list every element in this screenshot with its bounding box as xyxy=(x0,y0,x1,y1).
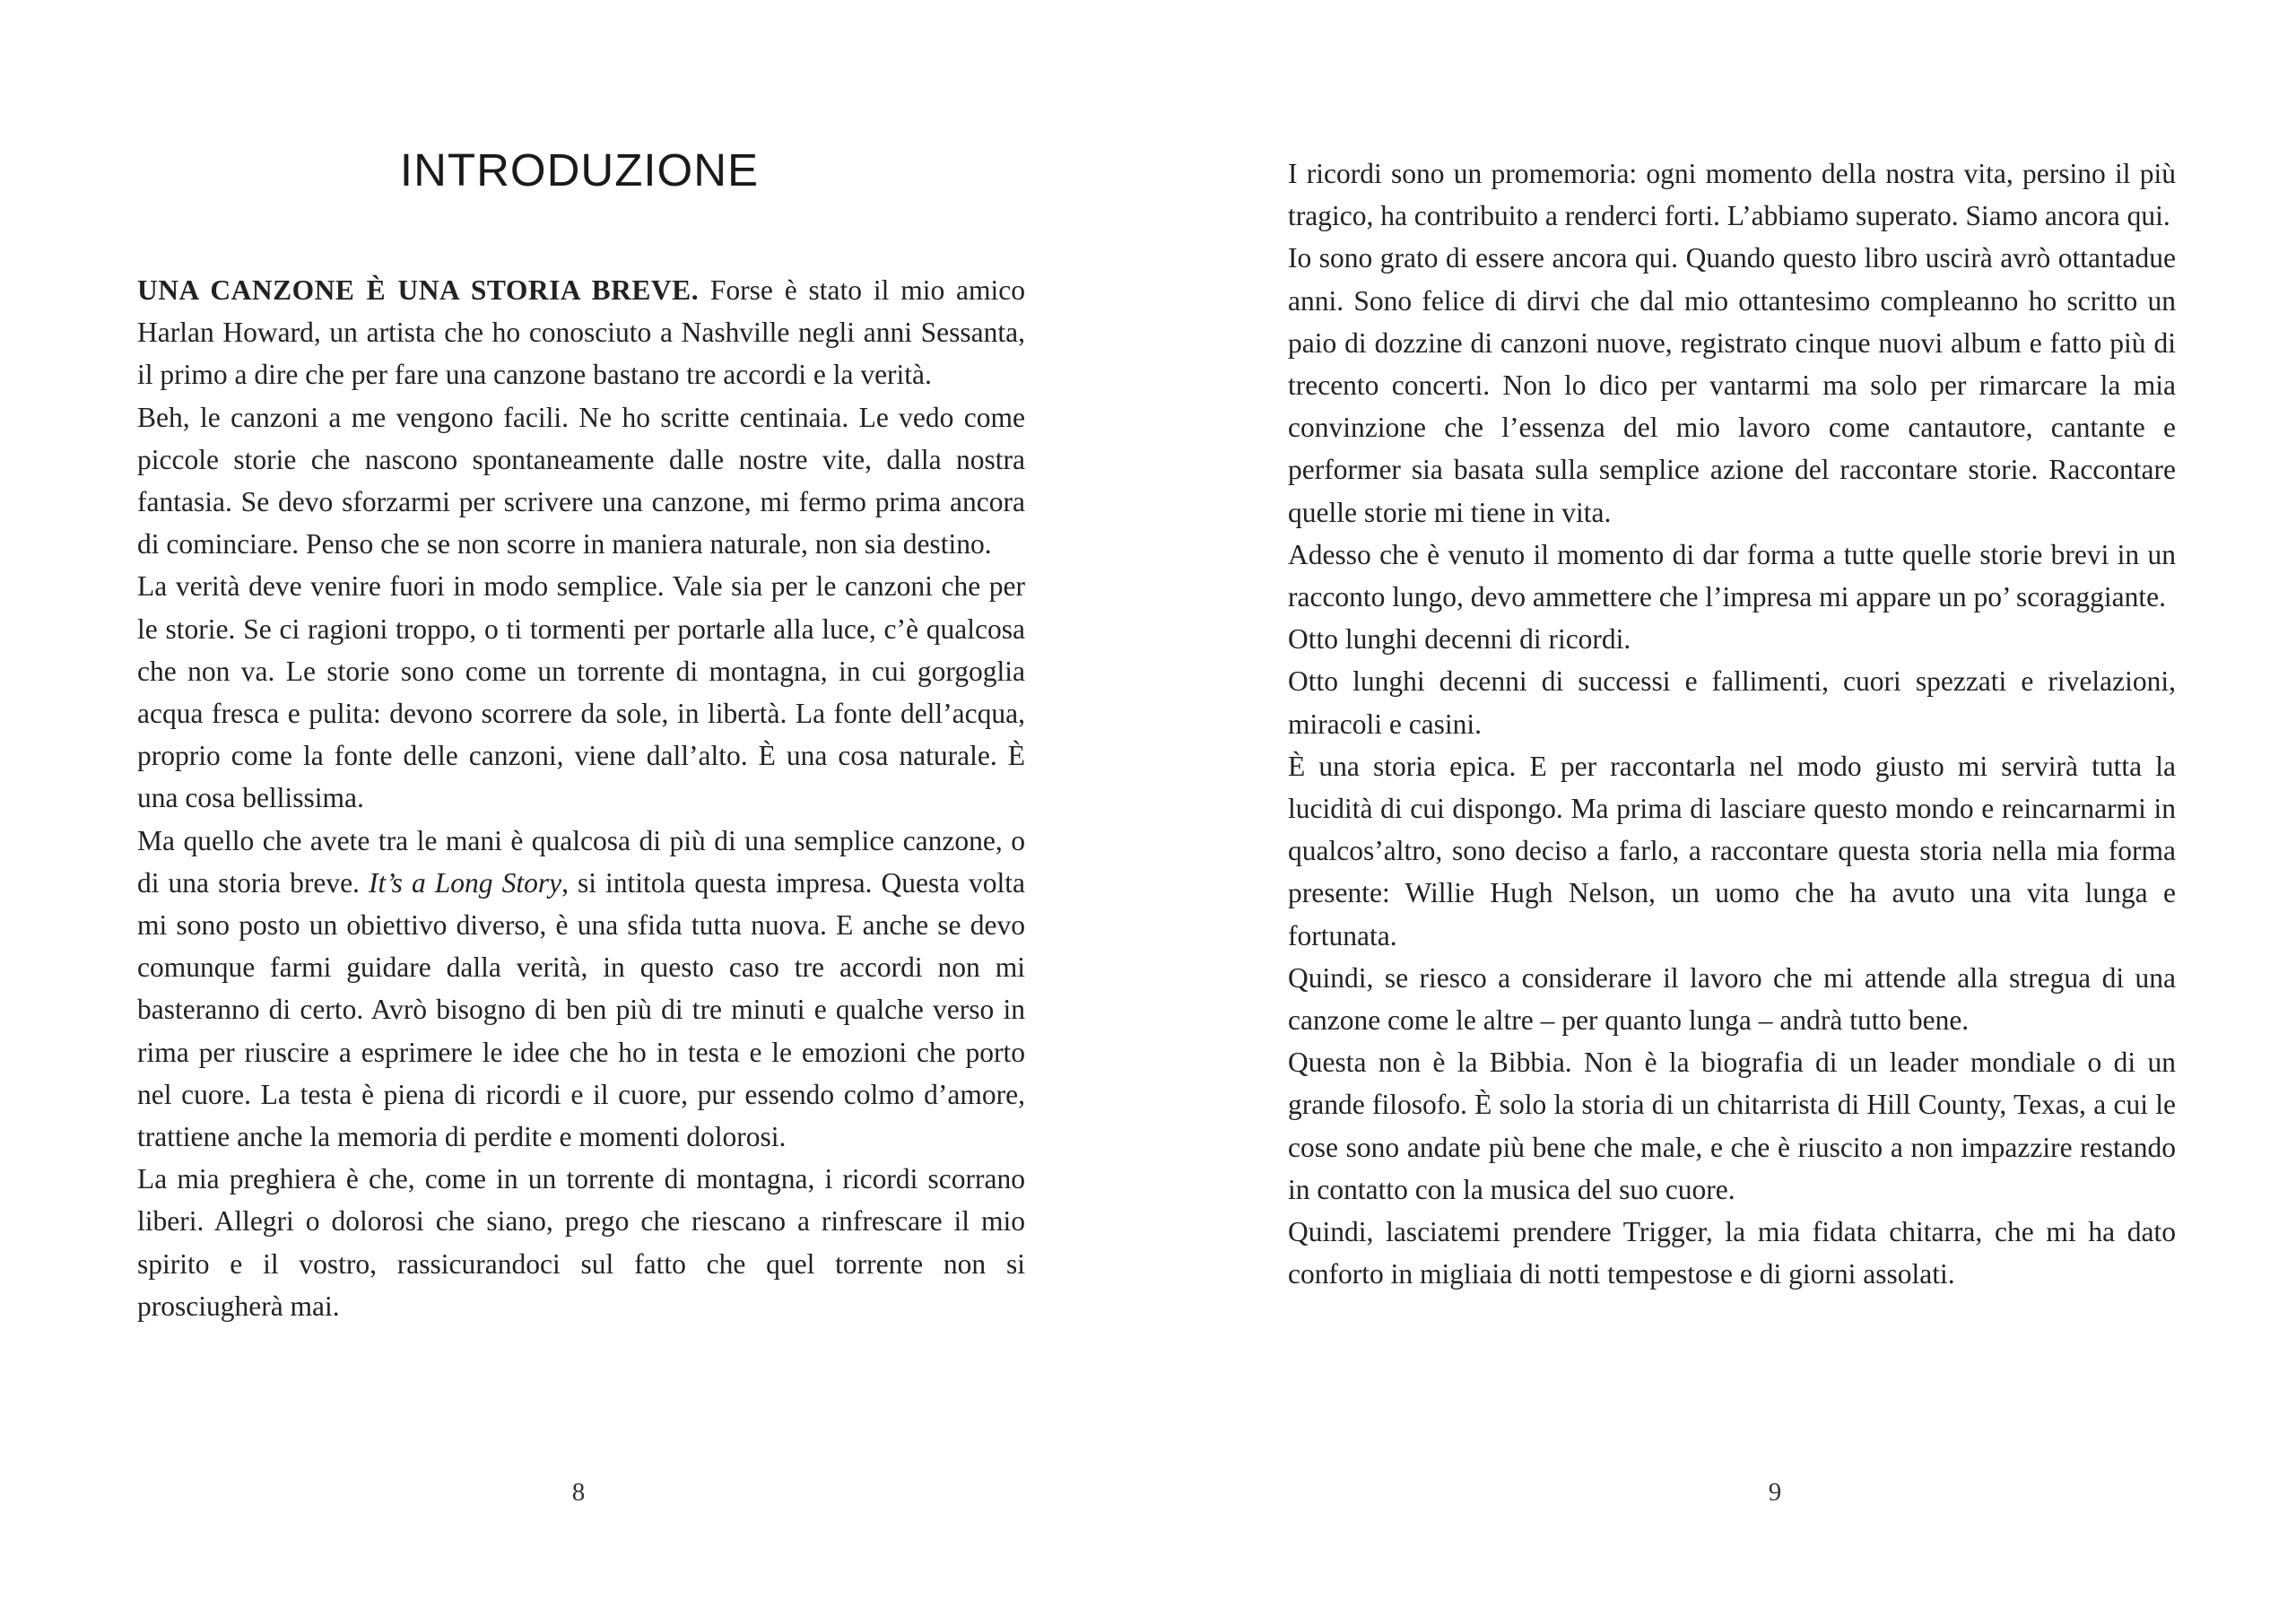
chapter-heading: INTRODUZIONE xyxy=(399,144,760,195)
paragraph: Io sono grato di essere ancora qui. Quando questo libro uscirà avrò ottantadue anni. Sono felice di dirvi che dal mio ottantesimo compleanno ho scritto un paio di dozzine di canzoni nuove, registrato cinque nuovi album e fatto più di trecento concerti. Non lo dico per vantarmi ma solo per rimarcare la mia convinzione che l’essenza del mio lavoro come cantautore, cantante e performer sia basata sulla semplice azione del raccontare storie. Raccontare quelle storie mi tiene in vita. xyxy=(1288,242,2176,528)
right-page xyxy=(1148,0,2296,1607)
paragraph: La verità deve venire fuori in modo semplice. Vale sia per le canzoni che per le storie. Se ci ragioni troppo, o ti tormenti per portarle alla luce, c’è qualcosa che non va. Le storie sono come un torrente di montagna, in cui gorgoglia acqua fresca e pulita: devono scorrere da sole, in libertà. La fonte dell’acqua, proprio come la fonte delle canzoni, viene dall’alto. È una cosa naturale. È una cosa bellissima. xyxy=(137,570,1025,814)
paragraph-text: , si intitola questa impresa. Questa volta mi sono posto un obiettivo diverso, è una sfida tutta nuova. E anche se devo comunque farmi guidare dalla verità, in questo caso tre accordi non mi basteranno di certo. Avrò bisogno di ben più di tre minuti e qualche verso in rima per riuscire a esprimere le idee che ho in testa e le emozioni che porto nel cuore. La testa è piena di ricordi e il cuore, pur essendo colmo d’amore, trattiene anche la memoria di perdite e momenti dolorosi. xyxy=(137,866,1025,1153)
page-number: 9 xyxy=(1768,1478,1782,1507)
paragraph: Beh, le canzoni a me vengono facili. Ne ho scritte centinaia. Le vedo come piccole storie che nascono spontaneamente dalle nostre vite, dalla nostra fantasia. Se devo sforzarmi per scrivere una canzone, mi fermo prima ancora di cominciare. Penso che se non scorre in maniera naturale, non sia destino. xyxy=(137,401,1025,560)
lead-in: UNA CANZONE È UNA STORIA BREVE. xyxy=(137,274,700,306)
paragraph: Adesso che è venuto il momento di dar forma a tutte quelle storie brevi in un racconto lungo, devo ammettere che l’impresa mi appare un po’ scoraggiante. xyxy=(1288,538,2176,613)
book-title: It’s a Long Story xyxy=(368,866,562,899)
left-page-body xyxy=(137,269,1025,1327)
paragraph: È una storia epica. E per raccontarla nel modo giusto mi servirà tutta la lucidità di cui dispongo. Ma prima di lasciare questo mondo e reincarnarmi in qualcos’altro, sono deciso a farlo, a raccontare questa storia nella mia forma presente: Willie Hugh Nelson, un uomo che ha avuto una vita lunga e fortunata. xyxy=(1288,750,2176,951)
paragraph xyxy=(137,820,1025,1159)
paragraph: Questa non è la Bibbia. Non è la biografia di un leader mondiale o di un grande filosofo. È solo la storia di un chitarrista di Hill County, Texas, a cui le cose sono andate più bene che male, e che è riuscito a non impazzire restando in contatto con la musica del suo cuore. xyxy=(1288,1047,2176,1205)
page-number: 8 xyxy=(571,1478,586,1507)
paragraph: La mia preghiera è che, come in un torrente di montagna, i ricordi scorrano liberi. Allegri o dolorosi che siano, prego che riescano a rinfrescare il mio spirito e il vostro, rassicurandoci sul fatto che quel torrente non si prosciugherà mai. xyxy=(137,1163,1025,1322)
paragraph: Quindi, se riesco a considerare il lavoro che mi attende alla stregua di una canzone come le altre – per quanto lunga – andrà tutto bene. xyxy=(1288,961,2176,1037)
paragraph: Otto lunghi decenni di ricordi. xyxy=(1288,623,1631,656)
right-page-body xyxy=(1288,152,2176,1295)
paragraph xyxy=(137,269,1025,396)
paragraph: I ricordi sono un promemoria: ogni momento della nostra vita, persino il più tragico, ha contribuito a renderci forti. L’abbiamo superato. Siamo ancora qui. xyxy=(1288,158,2176,232)
paragraph-text: Ma quello che avete tra le mani è qualcosa di più di una semplice canzone, o di una storia breve. xyxy=(137,824,1025,899)
paragraph-text: Forse è stato il mio amico Harlan Howard, un artista che ho conosciuto a Nashville negli anni Sessanta, il primo a dire che per fare una canzone bastano tre accordi e la verità. xyxy=(137,274,1026,391)
paragraph: Otto lunghi decenni di successi e fallimenti, cuori spezzati e rivelazioni, miracoli e casini. xyxy=(1288,665,2176,740)
paragraph: Quindi, lasciatemi prendere Trigger, la mia fidata chitarra, che mi ha dato conforto in migliaia di notti tempestose e di giorni assolati. xyxy=(1288,1216,2176,1290)
